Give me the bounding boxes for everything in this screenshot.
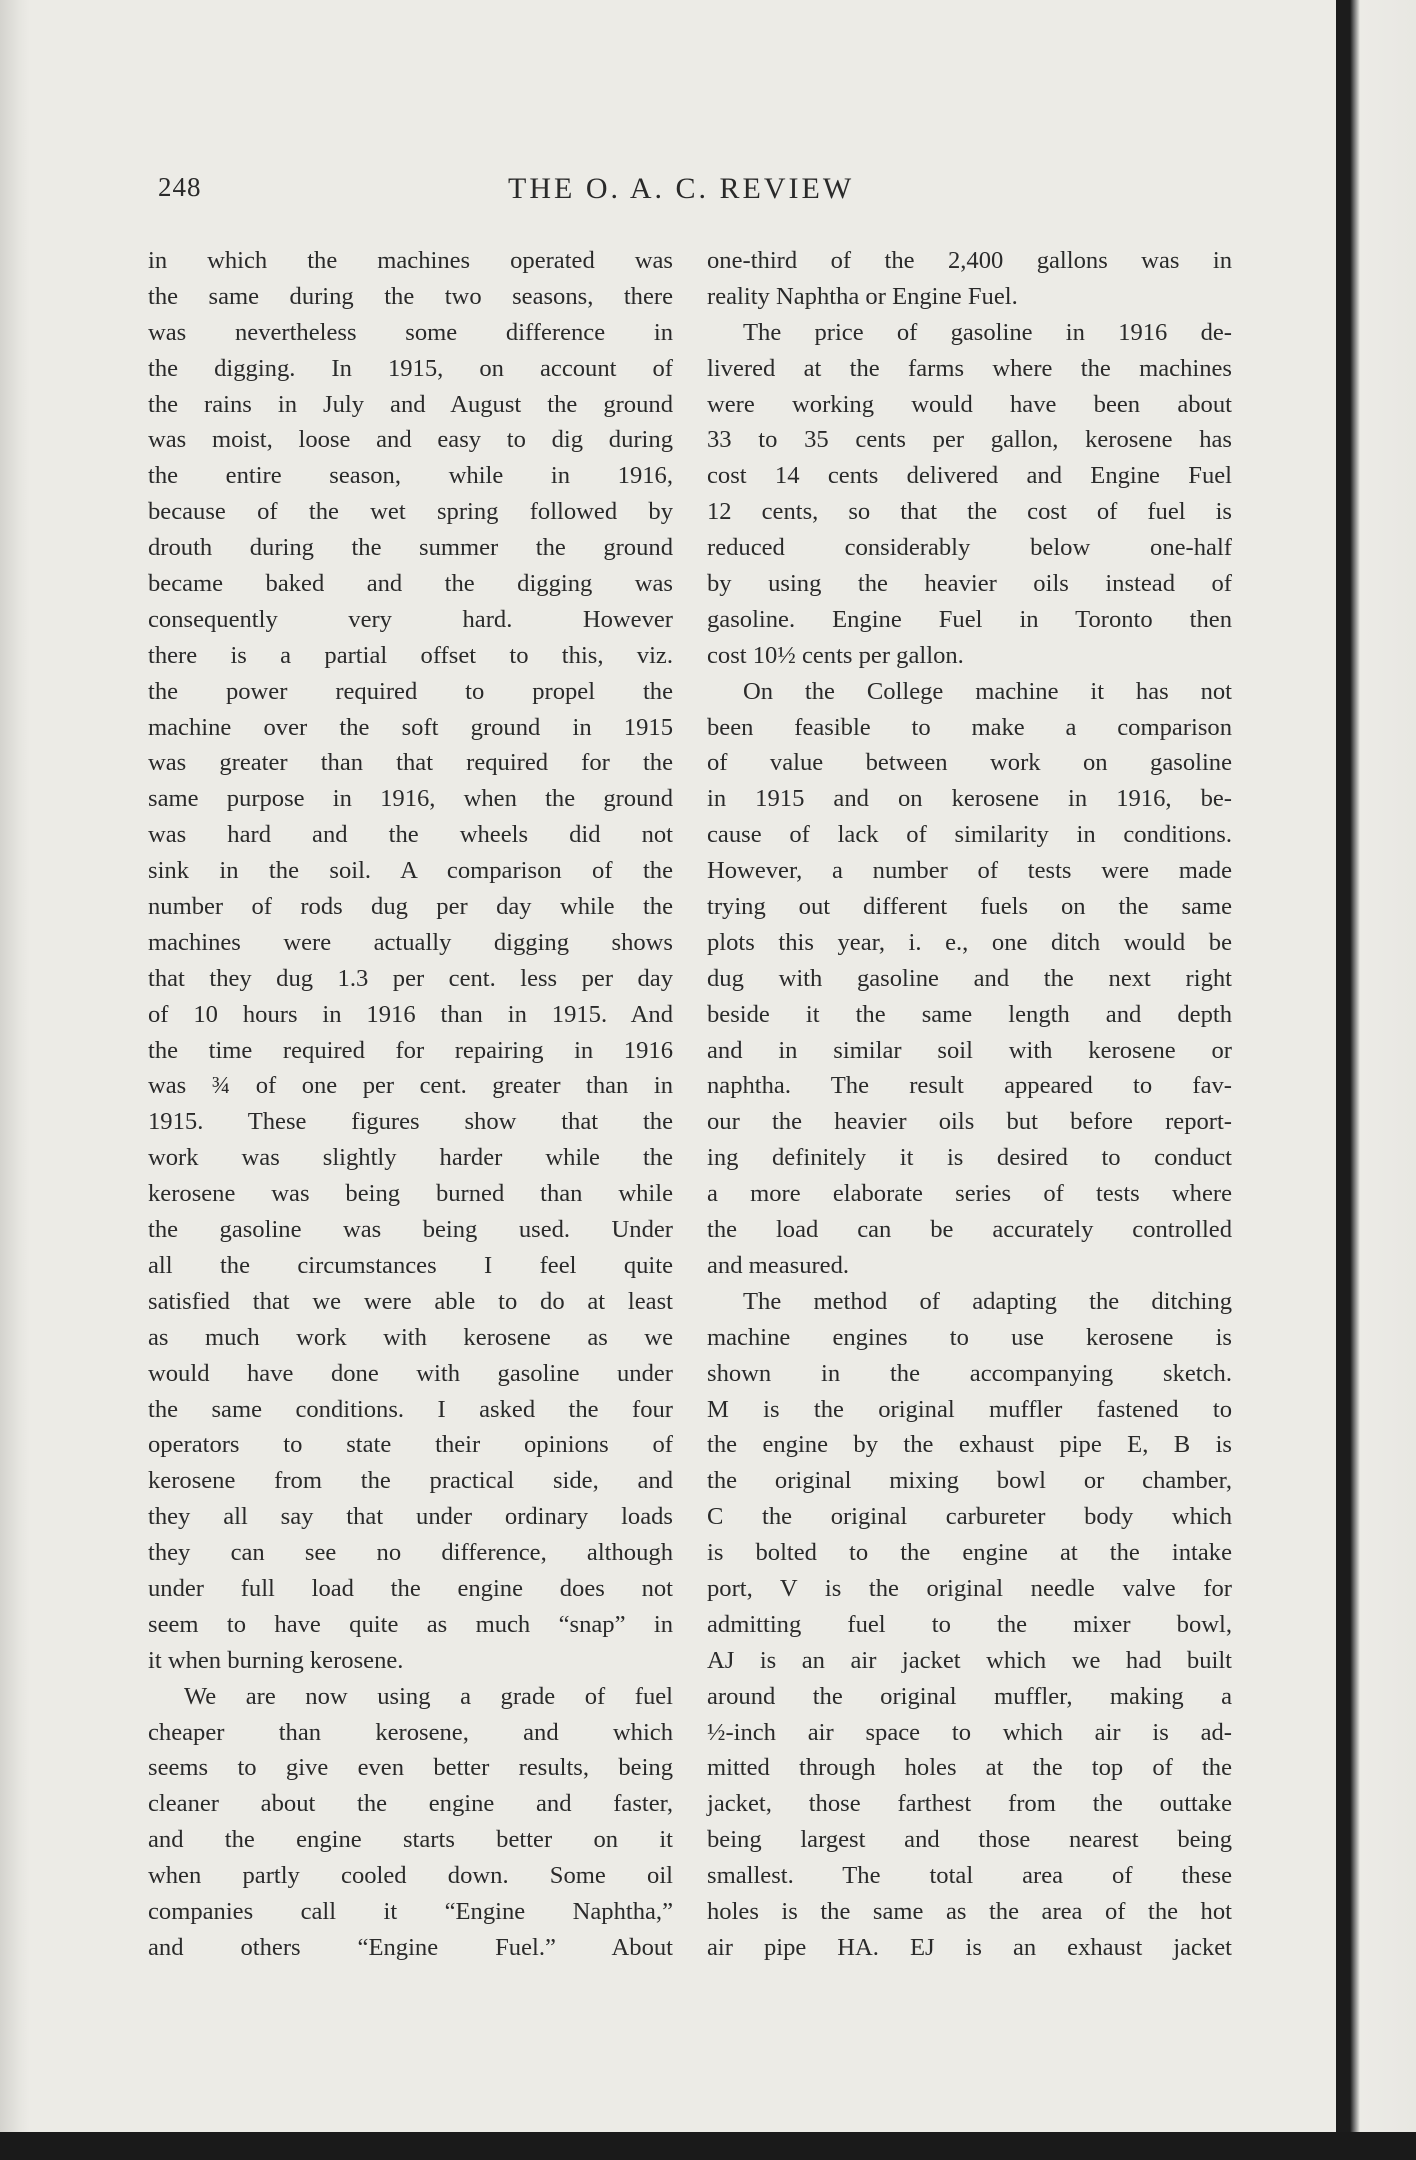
text-line: under full load the engine does not <box>148 1574 673 1602</box>
text-line: they can see no difference, although <box>148 1539 673 1567</box>
text-line: the same conditions. I asked the four <box>148 1395 673 1423</box>
text-line: the original mixing bowl or chamber, <box>707 1467 1232 1495</box>
text-line: a more elaborate series of tests where <box>707 1180 1232 1208</box>
text-line: as much work with kerosene as we <box>148 1323 673 1351</box>
text-line: is bolted to the engine at the intake <box>707 1539 1232 1567</box>
text-line: by using the heavier oils instead of <box>707 570 1232 598</box>
text-line: of 10 hours in 1916 than in 1915. And <box>148 1000 673 1028</box>
text-line: was hard and the wheels did not <box>148 821 673 849</box>
right-text-column <box>707 243 1232 1966</box>
text-line: the engine by the exhaust pipe E, B is <box>707 1431 1232 1459</box>
text-line: kerosene was being burned than while <box>148 1180 673 1208</box>
text-line: became baked and the digging was <box>148 570 673 598</box>
text-line: machine over the soft ground in 1915 <box>148 713 673 741</box>
text-line: smallest. The total area of these <box>707 1862 1232 1890</box>
text-line: machines were actually digging shows <box>148 928 673 956</box>
text-line: being largest and those nearest being <box>707 1826 1232 1854</box>
text-line: 1915. These figures show that the <box>148 1108 673 1136</box>
text-line: jacket, those farthest from the outtake <box>707 1790 1232 1818</box>
scan-shadow-left <box>0 0 30 2160</box>
text-line: would have done with gasoline under <box>148 1359 673 1387</box>
text-line: same purpose in 1916, when the ground <box>148 785 673 813</box>
text-line: mitted through holes at the top of the <box>707 1754 1232 1782</box>
text-line: the gasoline was being used. Under <box>148 1216 673 1244</box>
text-line: livered at the farms where the machines <box>707 354 1232 382</box>
scan-bottom-edge <box>0 2132 1416 2160</box>
text-line: and in similar soil with kerosene or <box>707 1036 1232 1064</box>
text-line: ing definitely it is desired to conduct <box>707 1144 1232 1172</box>
text-line: ½-inch air space to which air is ad- <box>707 1718 1232 1746</box>
text-line: seem to have quite as much “snap” in <box>148 1610 673 1638</box>
text-line: kerosene from the practical side, and <box>148 1467 673 1495</box>
text-line: the time required for repairing in 1916 <box>148 1036 673 1064</box>
text-line: they all say that under ordinary loads <box>148 1503 673 1531</box>
text-line: all the circumstances I feel quite <box>148 1251 673 1279</box>
text-line: it when burning kerosene. <box>148 1646 404 1674</box>
text-line: satisfied that we were able to do at least <box>148 1287 673 1315</box>
text-line: seems to give even better results, being <box>148 1754 673 1782</box>
text-line: in which the machines operated was <box>148 247 673 274</box>
text-line: C the original carbureter body which <box>707 1503 1232 1531</box>
running-title: THE O. A. C. REVIEW <box>508 172 855 205</box>
text-line: On the College machine it has not <box>743 677 1232 705</box>
text-line: in 1915 and on kerosene in 1916, be- <box>707 785 1232 813</box>
text-line: around the original muffler, making a <box>707 1682 1232 1710</box>
text-line: trying out different fuels on the same <box>707 893 1232 921</box>
text-line: number of rods dug per day while the <box>148 893 673 921</box>
text-line: our the heavier oils but before report- <box>707 1108 1232 1136</box>
text-line: holes is the same as the area of the hot <box>707 1897 1232 1925</box>
text-line: been feasible to make a comparison <box>707 713 1232 741</box>
text-line: cost 10½ cents per gallon. <box>707 641 964 669</box>
left-text-column <box>148 243 673 1966</box>
text-line: naphtha. The result appeared to fav- <box>707 1072 1232 1100</box>
text-line: shown in the accompanying sketch. <box>707 1359 1232 1387</box>
text-line: We are now using a grade of fuel <box>184 1682 673 1710</box>
text-line: was moist, loose and easy to dig during <box>148 426 673 454</box>
text-line: beside it the same length and depth <box>707 1000 1232 1028</box>
text-line: was ¾ of one per cent. greater than in <box>148 1072 673 1100</box>
text-line: drouth during the summer the ground <box>148 534 673 562</box>
text-line: consequently very hard. However <box>148 605 673 633</box>
text-line: dug with gasoline and the next right <box>707 964 1232 992</box>
text-line: the power required to propel the <box>148 677 673 705</box>
text-line: the same during the two seasons, there <box>148 282 673 310</box>
text-line: The method of adapting the ditching <box>743 1287 1232 1315</box>
text-line: when partly cooled down. Some oil <box>148 1862 673 1890</box>
text-line: 12 cents, so that the cost of fuel is <box>707 498 1232 526</box>
text-line: air pipe HA. EJ is an exhaust jacket <box>707 1933 1232 1961</box>
page-header <box>148 172 918 216</box>
text-line: 33 to 35 cents per gallon, kerosene has <box>707 426 1232 454</box>
text-line: M is the original muffler fastened to <box>707 1395 1232 1423</box>
text-line: cleaner about the engine and faster, <box>148 1790 673 1818</box>
text-line: plots this year, i. e., one ditch would be <box>707 928 1232 956</box>
text-line: reduced considerably below one-half <box>707 534 1232 562</box>
text-line: that they dug 1.3 per cent. less per day <box>148 964 673 992</box>
adjacent-page-edge <box>1336 0 1416 2160</box>
text-line: the entire season, while in 1916, <box>148 462 673 490</box>
text-line: were working would have been about <box>707 390 1232 418</box>
text-line: of value between work on gasoline <box>707 749 1232 777</box>
text-line: AJ is an air jacket which we had built <box>707 1646 1232 1674</box>
text-line: there is a partial offset to this, viz. <box>148 641 673 669</box>
text-line: one-third of the 2,400 gallons was in <box>707 247 1232 274</box>
text-line: The price of gasoline in 1916 de- <box>743 318 1232 346</box>
text-line: the digging. In 1915, on account of <box>148 354 673 382</box>
text-line: cause of lack of similarity in conditions. <box>707 821 1232 849</box>
text-line: and the engine starts better on it <box>148 1826 673 1854</box>
text-line: cost 14 cents delivered and Engine Fuel <box>707 462 1232 490</box>
text-line: companies call it “Engine Naphtha,” <box>148 1897 673 1925</box>
text-line: was nevertheless some difference in <box>148 318 673 346</box>
text-line: However, a number of tests were made <box>707 857 1232 885</box>
page-number: 248 <box>158 172 202 202</box>
text-line: was greater than that required for the <box>148 749 673 777</box>
text-line: port, V is the original needle valve for <box>707 1574 1232 1602</box>
text-line: reality Naphtha or Engine Fuel. <box>707 282 1018 310</box>
text-line: machine engines to use kerosene is <box>707 1323 1232 1351</box>
text-line: sink in the soil. A comparison of the <box>148 857 673 885</box>
text-line: operators to state their opinions of <box>148 1431 673 1459</box>
text-line: because of the wet spring followed by <box>148 498 673 526</box>
text-line: the rains in July and August the ground <box>148 390 673 418</box>
text-line: and measured. <box>707 1251 850 1279</box>
text-line: the load can be accurately controlled <box>707 1216 1232 1244</box>
text-line: cheaper than kerosene, and which <box>148 1718 673 1746</box>
text-line: and others “Engine Fuel.” About <box>148 1933 673 1961</box>
text-line: work was slightly harder while the <box>148 1144 673 1172</box>
text-line: admitting fuel to the mixer bowl, <box>707 1610 1232 1638</box>
text-line: gasoline. Engine Fuel in Toronto then <box>707 605 1232 633</box>
